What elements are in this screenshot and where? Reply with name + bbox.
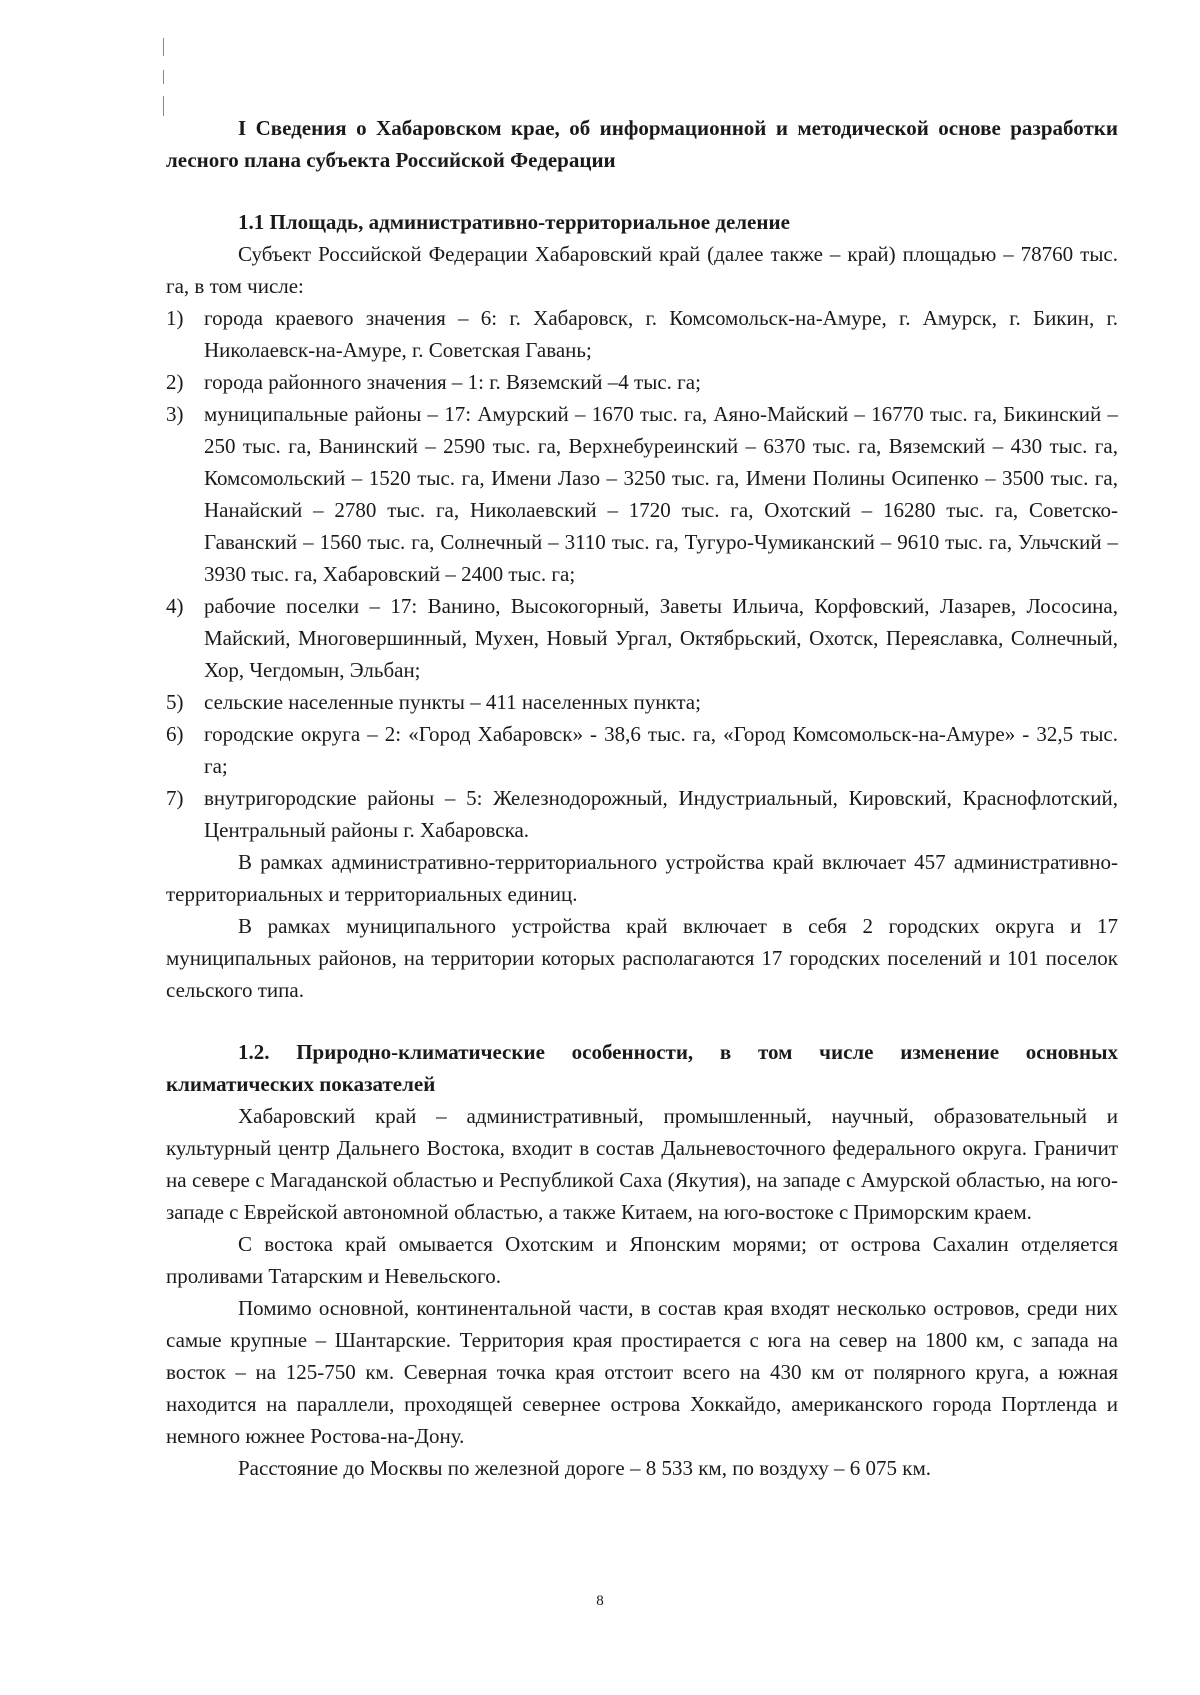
section-1-paragraph: В рамках муниципального устройства край включает в себя 2 городских округа и 17 муниципальных районов, на территории которых располагаются 17 городских поселений и 101 поселок сельского типа. (166, 914, 1118, 1002)
scan-mark (163, 96, 164, 116)
list-item (166, 686, 1118, 718)
list-item-number: 5) (166, 690, 184, 714)
section-1-intro: Субъект Российской Федерации Хабаровский край (далее также – край) площадью – 78760 тыс. га, в том числе: (166, 242, 1118, 298)
list-item (166, 366, 1118, 398)
section-2-paragraph: Помимо основной, континентальной части, в состав края входят несколько островов, среди них самые крупные – Шантарские. Территория края простирается с юга на север на 1800 км, с запада на восток – на 125-750 км. Северная точка края отстоит всего на 430 км от полярного круга, а южная находится на параллели, проходящей севернее острова Хоккайдо, американского города Портленда и немного южнее Ростова-на-Дону. (166, 1296, 1118, 1448)
page-number: 8 (596, 1593, 604, 1609)
section-2-title: 1.2. Природно-климатические особенности, в том числе изменение основных климатических показателей (166, 1040, 1118, 1096)
list-item-text: города районного значения – 1: г. Вяземский –4 тыс. га; (204, 370, 701, 394)
list-item-text: муниципальные районы – 17: Амурский – 1670 тыс. га, Аяно-Майский – 16770 тыс. га, Бикинский – 250 тыс. га, Ванинский – 2590 тыс. га, Верхнебуреинский – 6370 тыс. га, Вяземский – 430 тыс. га, Комсомольский – 1520 тыс. га, Имени Лазо – 3250 тыс. га, Имени Полины Осипенко – 3500 тыс. га, Нанайский – 2780 тыс. га, Николаевский – 1720 тыс. га, Охотский – 16280 тыс. га, Советско-Гаванский – 1560 тыс. га, Солнечный – 3110 тыс. га, Тугуро-Чумиканский – 9610 тыс. га, Ульчский – 3930 тыс. га, Хабаровский – 2400 тыс. га; (204, 402, 1118, 586)
list-item-number: 7) (166, 786, 184, 810)
section-1-paragraph: В рамках административно-территориального устройства край включает 457 административно-территориальных и территориальных единиц. (166, 850, 1118, 906)
list-item-number: 3) (166, 402, 184, 426)
list-item-text: города краевого значения – 6: г. Хабаровск, г. Комсомольск-на-Амуре, г. Амурск, г. Бикин, г. Николаевск-на-Амуре, г. Советская Гавань; (204, 306, 1118, 362)
list-item-text: рабочие поселки – 17: Ванино, Высокогорный, Заветы Ильича, Корфовский, Лазарев, Лососина, Майский, Многовершинный, Мухен, Новый Ургал, Октябрьский, Охотск, Переяславка, Солнечный, Хор, Чегдомын, Эльбан; (204, 594, 1118, 682)
section-1-title: 1.1 Площадь, административно-территориальное деление (238, 210, 790, 234)
list-item-number: 4) (166, 594, 184, 618)
list-item-text: сельские населенные пункты – 411 населенных пункта; (204, 690, 701, 714)
scan-mark (163, 70, 164, 84)
list-item-text: внутригородские районы – 5: Железнодорожный, Индустриальный, Кировский, Краснофлотский, Центральный районы г. Хабаровска. (204, 786, 1118, 842)
list-item-number: 1) (166, 306, 184, 330)
list-item (166, 718, 1118, 782)
list-item-number: 6) (166, 722, 184, 746)
list-item-number: 2) (166, 370, 184, 394)
document-page (166, 112, 1118, 1484)
section-2-paragraph: С востока край омывается Охотским и Японским морями; от острова Сахалин отделяется проливами Татарским и Невельского. (166, 1232, 1118, 1288)
list-item-text: городские округа – 2: «Город Хабаровск» - 38,6 тыс. га, «Город Комсомольск-на-Амуре» - 32,5 тыс. га; (204, 722, 1118, 778)
section-2-paragraph: Хабаровский край – административный, промышленный, научный, образовательный и культурный центр Дальнего Востока, входит в состав Дальневосточного федерального округа. Граничит на севере с Магаданской областью и Республикой Саха (Якутия), на западе с Амурской областью, на юго-западе с Еврейской автономной областью, а также Китаем, на юго-востоке с Приморским краем. (166, 1104, 1118, 1224)
list-item (166, 398, 1118, 590)
list-item (166, 590, 1118, 686)
list-item (166, 302, 1118, 366)
scan-mark (163, 38, 164, 56)
section-2-paragraph: Расстояние до Москвы по железной дороге – 8 533 км, по воздуху – 6 075 км. (238, 1456, 932, 1480)
document-heading: I Сведения о Хабаровском крае, об информационной и методической основе разработки лесного плана субъекта Российской Федерации (166, 116, 1118, 172)
list-item (166, 782, 1118, 846)
territory-list (166, 302, 1118, 846)
